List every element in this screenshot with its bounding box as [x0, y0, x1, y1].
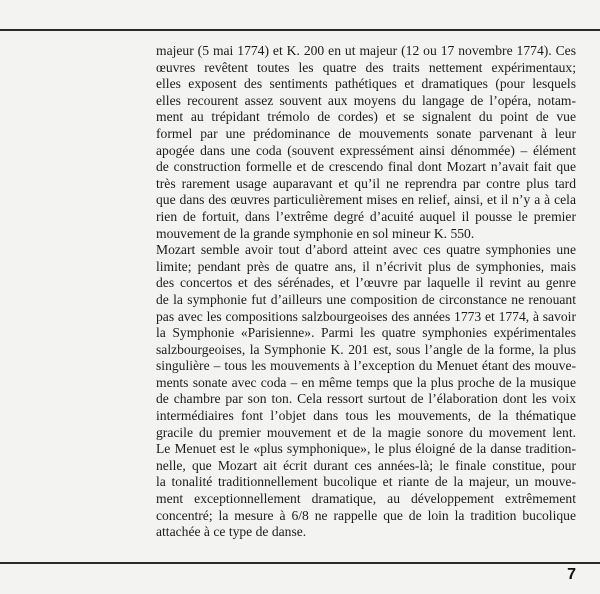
- text-line: pas avec les compositions salzbourgeoises des années 1773 et 1774, à savoir: [156, 308, 576, 324]
- text-line: Mozart semble avoir tout d’abord atteint avec ces quatre symphonies une: [156, 242, 576, 258]
- text-line: la tonalité traditionnellement bucolique et riante de la majeur, un mouve-: [156, 474, 576, 490]
- text-line: concentré; la mesure à 6/8 ne rappelle que de loin la tradition bucolique: [156, 507, 576, 523]
- text-line: intermédiaires font l’objet dans tous les mouvements, de la thématique: [156, 408, 576, 424]
- text-line: elles exposent des sentiments pathétiques et dramatiques (pour lesquels: [156, 76, 576, 92]
- text-line: rien de fortuit, dans l’extrême degré d’acuité auquel il pousse le premier: [156, 208, 576, 224]
- text-line: la Symphonie «Parisienne». Parmi les quatre symphonies expérimentales: [156, 325, 576, 341]
- text-line: nelle, que Mozart ait écrit durant ces années-là; le finale constitue, pour: [156, 457, 576, 473]
- text-line: majeur (5 mai 1774) et K. 200 en ut majeur (12 ou 17 novembre 1774). Ces: [156, 43, 576, 58]
- text-line: salzbourgeoises, la Symphonie K. 201 est, sous l’angle de la forme, la plus: [156, 341, 576, 357]
- text-line: œuvres revêtent toutes les quatre des traits nettement expérimentaux;: [156, 59, 576, 75]
- text-line: de construction formelle et de crescendo final dont Mozart n’avait fait que: [156, 159, 576, 175]
- text-line: de chambre par son ton. Cela ressort surtout de l’élaboration dont les voix: [156, 391, 576, 407]
- text-line: attachée à ce type de danse.: [156, 524, 307, 540]
- top-rule: [0, 29, 600, 31]
- body-text: [156, 43, 576, 541]
- text-line: ment exceptionnellement dramatique, au développement extrêmement: [156, 491, 576, 507]
- text-line: formel par une prédominance de mouvements sonate parvenant à leur: [156, 125, 576, 141]
- text-line: ment au trépidant trémolo de cordes) et se signalent du point de vue: [156, 109, 576, 125]
- text-line: limite; pendant près de quatre ans, il n’écrivit plus de symphonies, mais: [156, 258, 576, 274]
- text-line: apogée dans une coda (souvent expressément ainsi dénommée) – élément: [156, 142, 576, 158]
- text-line: de la symphonie fut d’ailleurs une composition de circonstance ne renouant: [156, 291, 576, 307]
- paragraph-1: [156, 43, 576, 242]
- text-line: mouvement de la grande symphonie en sol mineur K. 550.: [156, 225, 475, 241]
- text-line: gracile du premier mouvement et de la magie sonore du movement lent.: [156, 424, 576, 440]
- text-line: que dans des œuvres particulièrement mises en relief, ainsi, et il n’y a à cela: [156, 192, 576, 208]
- text-line: singulière – tous les mouvements à l’exception du Menuet étant des mouve-: [156, 358, 576, 374]
- page-number: 7: [567, 566, 576, 583]
- paragraph-2: [156, 242, 576, 541]
- text-line: ments sonate avec coda – en même temps que la plus proche de la musique: [156, 374, 576, 390]
- text-line: très rarement usage auparavant et qu’il ne reprendra par contre plus tard: [156, 175, 576, 191]
- bottom-rule: [0, 562, 600, 564]
- text-line: des concertos et des sérénades, et l’œuvre par laquelle il revint au genre: [156, 275, 576, 291]
- text-line: Le Menuet est le «plus symphonique», le plus éloigné de la danse tradition-: [156, 441, 576, 457]
- text-line: elles recourent assez souvent aux moyens du langage de l’opéra, notam-: [156, 92, 576, 108]
